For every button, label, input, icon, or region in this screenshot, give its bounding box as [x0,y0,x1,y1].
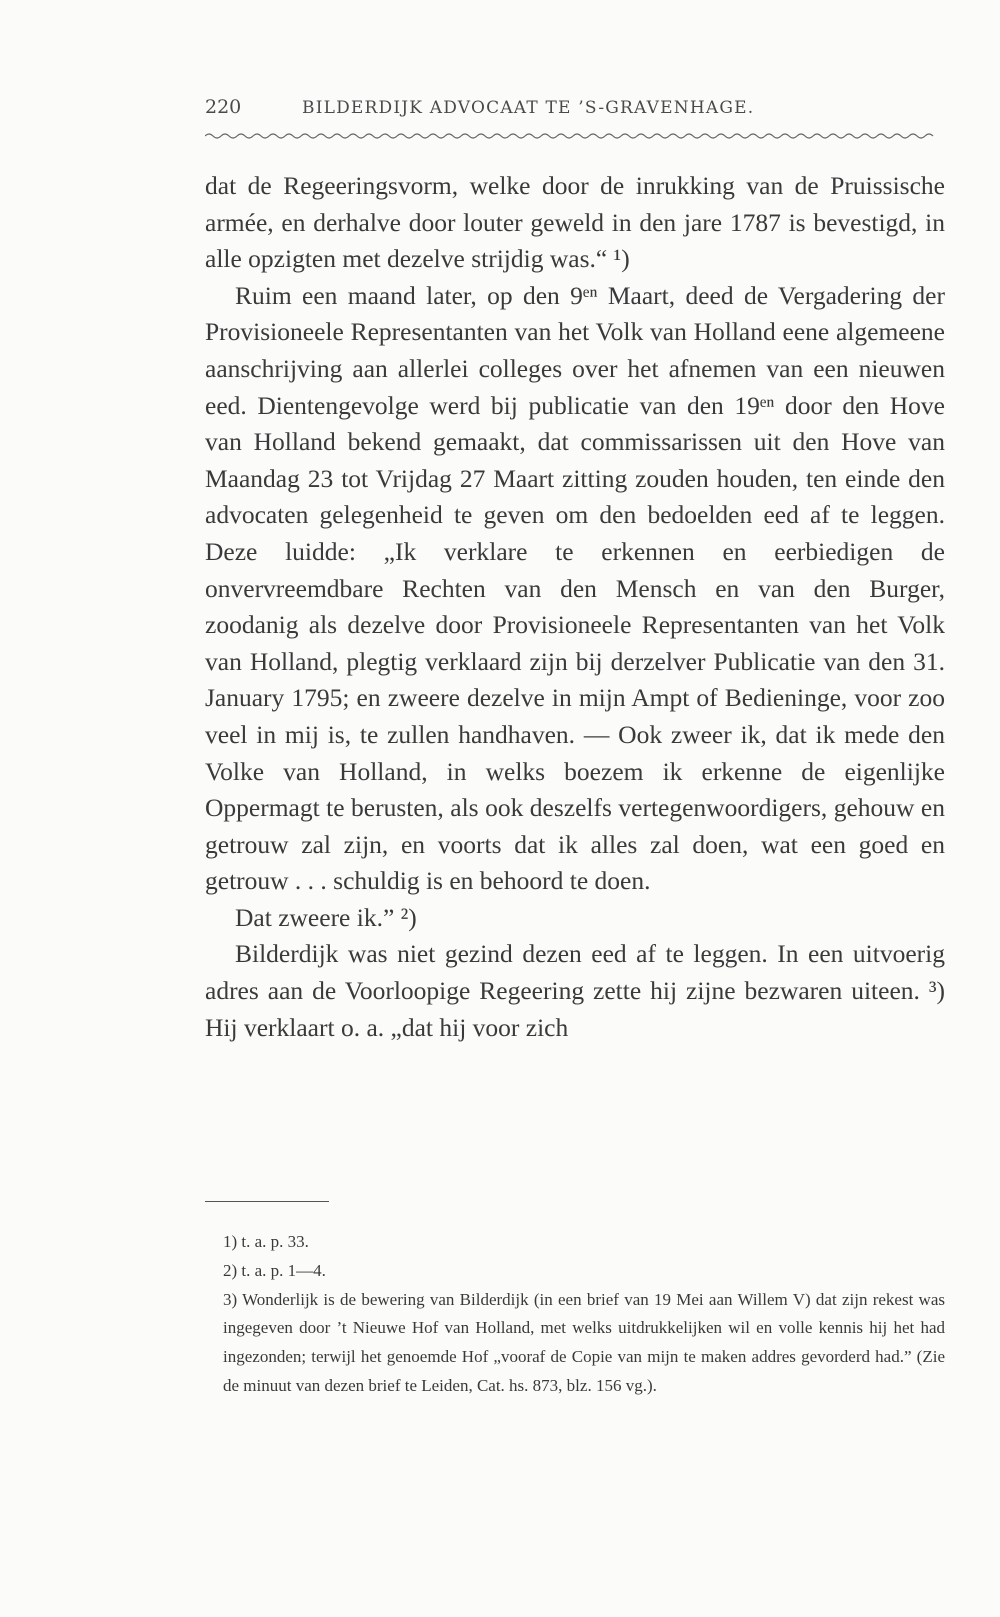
page-number: 220 [205,96,242,118]
footnote-2: 2) t. a. p. 1—4. [223,1260,326,1280]
footnotes [205,1228,945,1401]
footnote-1: 1) t. a. p. 33. [223,1232,309,1251]
paragraph-3: Dat zweere ik.” ²) [235,902,417,932]
paragraph-2: Ruim een maand later, op den 9ᵉⁿ Maart, deed de Vergadering der Provisioneele Representanten van het Volk van Holland eene algemeene aanschrijving aan allerlei colleges over het afnemen van een nieuwen eed. Dientengevolge werd bij publicatie van den 19ᵉⁿ door den Hove van Holland bekend gemaakt, dat commissarissen uit den Hove van Maandag 23 tot Vrijdag 27 Maart zitting zouden houden, ten einde den advocaten gelegenheid te geven om den bedoelden eed af te leggen. Deze luidde: „Ik verklare te erkennen en eerbiedigen de onvervreemdbare Rechten van den Mensch en van den Burger, zoodanig als dezelve door Provisioneele Representanten van het Volk van Holland, plegtig verklaard zijn bij derzelver Publicatie van den 31. January 1795; en zweere dezelve in mijn Ampt of Bedieninge, voor zoo veel in mij is, te zullen handhaven. — Ook zweer ik, dat ik mede den Volke van Holland, in welks boezem ik erkenne de eigenlijke Oppermagt te berusten, als ook deszelfs vertegenwoordigers, gehouw en getrouw zal zijn, en voorts dat ik alles zal doen, wat een goed en getrouw . . . schuldig is en behoord te doen. [205,280,945,896]
body-text [205,168,945,1046]
running-title: BILDERDIJK ADVOCAAT TE ’S-GRAVENHAGE. [302,98,755,118]
running-head [205,96,945,118]
footnote-3: 3) Wonderlijk is de bewering van Bilderdijk (in een brief van 19 Mei aan Willem V) dat zijn rekest was ingegeven door ’t Nieuwe Hof van Holland, met welks uitdrukkelijken wil en volle kennis hij het had ingezonden; terwijl het genoemde Hof „vooraf de Copie van mijn te maken addres gevorderd had.” (Zie de minuut van dezen brief te Leiden, Cat. hs. 873, blz. 156 vg.). [223,1289,945,1395]
footnote-rule [205,1201,329,1202]
paragraph-1: dat de Regeeringsvorm, welke door de inrukking van de Pruissische armée, en derhalve door louter geweld in den jare 1787 is bevestigd, in alle opzigten met dezelve strijdig was.“ ¹) [205,171,945,274]
wavy-rule-divider [205,131,940,141]
paragraph-4: Bilderdijk was niet gezind dezen eed af te leggen. In een uitvoerig adres aan de Voorloopige Regeering zette hij zijne bezwaren uiteen. ³) Hij verklaart o. a. „dat hij voor zich [205,939,945,1042]
